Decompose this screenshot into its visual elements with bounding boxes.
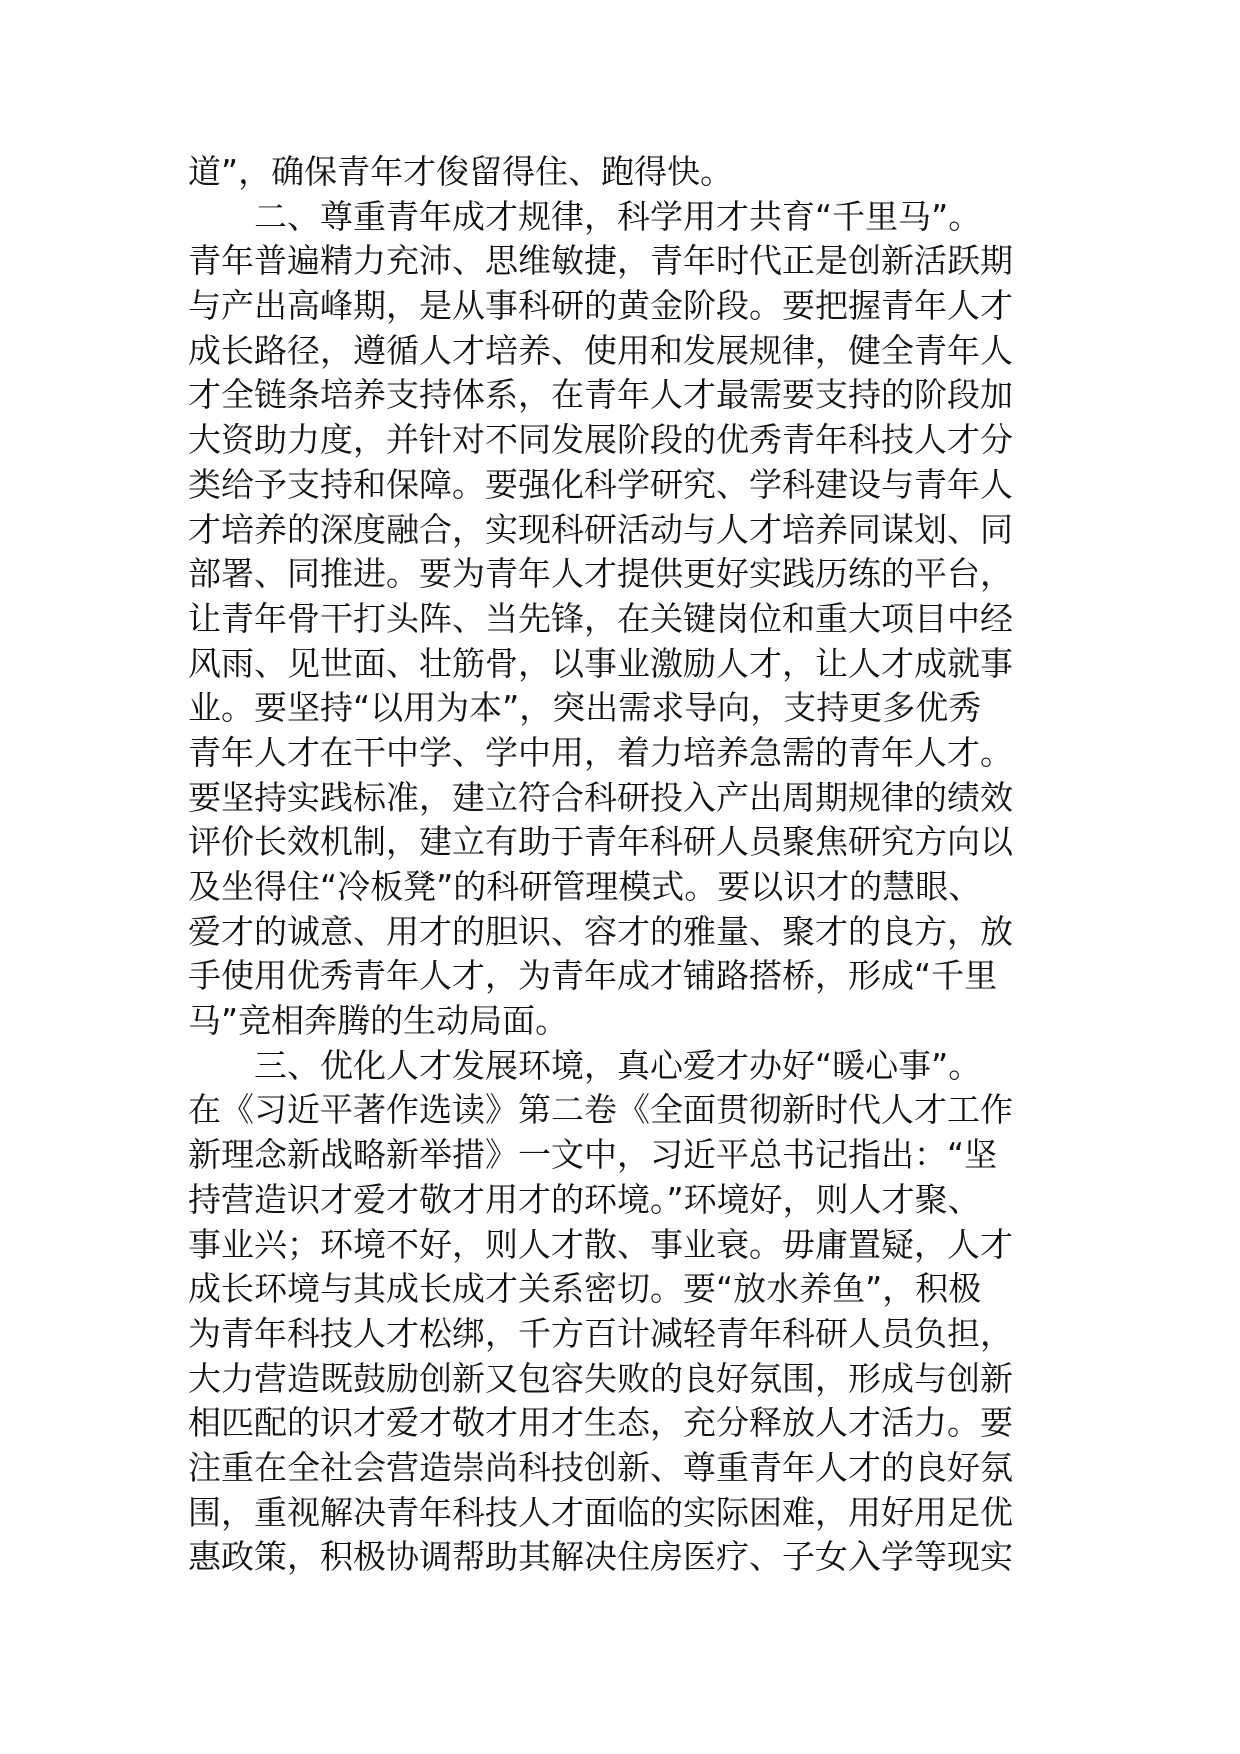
text-line: 青年人才在干中学、学中用，着力培养急需的青年人才。 [188, 732, 1013, 772]
text-line: 才全链条培养支持体系，在青年人才最需要支持的阶段加 [188, 375, 1013, 415]
text-line: 青年普遍精力充沛、思维敏捷，青年时代正是创新活跃期 [188, 241, 1013, 281]
text-line: 及坐得住“冷板凳”的科研管理模式。要以识才的慧眼、 [188, 867, 982, 906]
text-line: 大力营造既鼓励创新又包容失败的良好氛围，形成与创新 [188, 1358, 1013, 1398]
text-line: 风雨、见世面、壮筋骨，以事业激励人才，让人才成就事 [188, 643, 1013, 683]
text-line: 在《习近平著作选读》第二卷《全面贯彻新时代人才工作 [188, 1090, 1013, 1130]
text-line: 事业兴；环境不好，则人才散、事业衰。毋庸置疑，人才 [188, 1224, 1013, 1264]
text-line: 围，重视解决青年科技人才面临的实际困难，用好用足优 [188, 1492, 1013, 1532]
section-heading-3: 三、优化人才发展环境，真心爱才办好“暖心事”。 [188, 1045, 982, 1085]
text-line: 大资助力度，并针对不同发展阶段的优秀青年科技人才分 [188, 420, 1013, 460]
text-line: 成长环境与其成长成才关系密切。要“放水养鱼”，积极 [188, 1269, 982, 1309]
text-line: 手使用优秀青年人才，为青年成才铺路搭桥，形成“千里 [188, 956, 998, 996]
text-line: 才培养的深度融合，实现科研活动与人才培养同谋划、同 [188, 509, 1013, 549]
text-line: 要坚持实践标准，建立符合科研投入产出周期规律的绩效 [188, 777, 1013, 817]
text-line: 马”竞相奔腾的生动局面。 [188, 1001, 569, 1041]
text-line: 部署、同推进。要为青年人才提供更好实践历练的平台， [188, 554, 1013, 594]
text-line: 类给予支持和保障。要强化科学研究、学科建设与青年人 [188, 464, 1013, 504]
body-text [188, 150, 1058, 1580]
text-line: 评价长效机制，建立有助于青年科研人员聚焦研究方向以 [188, 822, 1013, 862]
text-line: 持营造识才爱才敬才用才的环境。”环境好，则人才聚、 [188, 1179, 981, 1219]
text-line: 注重在全社会营造崇尚科技创新、尊重青年人才的良好氛 [188, 1447, 1013, 1487]
text-line: 爱才的诚意、用才的胆识、容才的雅量、聚才的良方，放 [188, 911, 1013, 951]
text-line: 新理念新战略新举措》一文中，习近平总书记指出：“坚 [188, 1135, 998, 1175]
text-line: 为青年科技人才松绑，千方百计减轻青年科研人员负担， [188, 1313, 1013, 1353]
section-heading-2: 二、尊重青年成才规律，科学用才共育“千里马”。 [188, 196, 982, 236]
text-line: 道”，确保青年才俊留得住、跑得快。 [188, 152, 734, 191]
text-line: 相匹配的识才爱才敬才用才生态，充分释放人才活力。要 [188, 1403, 1013, 1443]
text-line: 惠政策，积极协调帮助其解决住房医疗、子女入学等现实 [188, 1537, 1013, 1577]
text-line: 成长路径，遵循人才培养、使用和发展规律，健全青年人 [188, 330, 1013, 370]
text-line: 与产出高峰期，是从事科研的黄金阶段。要把握青年人才 [188, 286, 1013, 326]
text-line: 业。要坚持“以用为本”，突出需求导向，支持更多优秀 [188, 688, 982, 728]
text-line: 让青年骨干打头阵、当先锋，在关键岗位和重大项目中经 [188, 598, 1013, 638]
